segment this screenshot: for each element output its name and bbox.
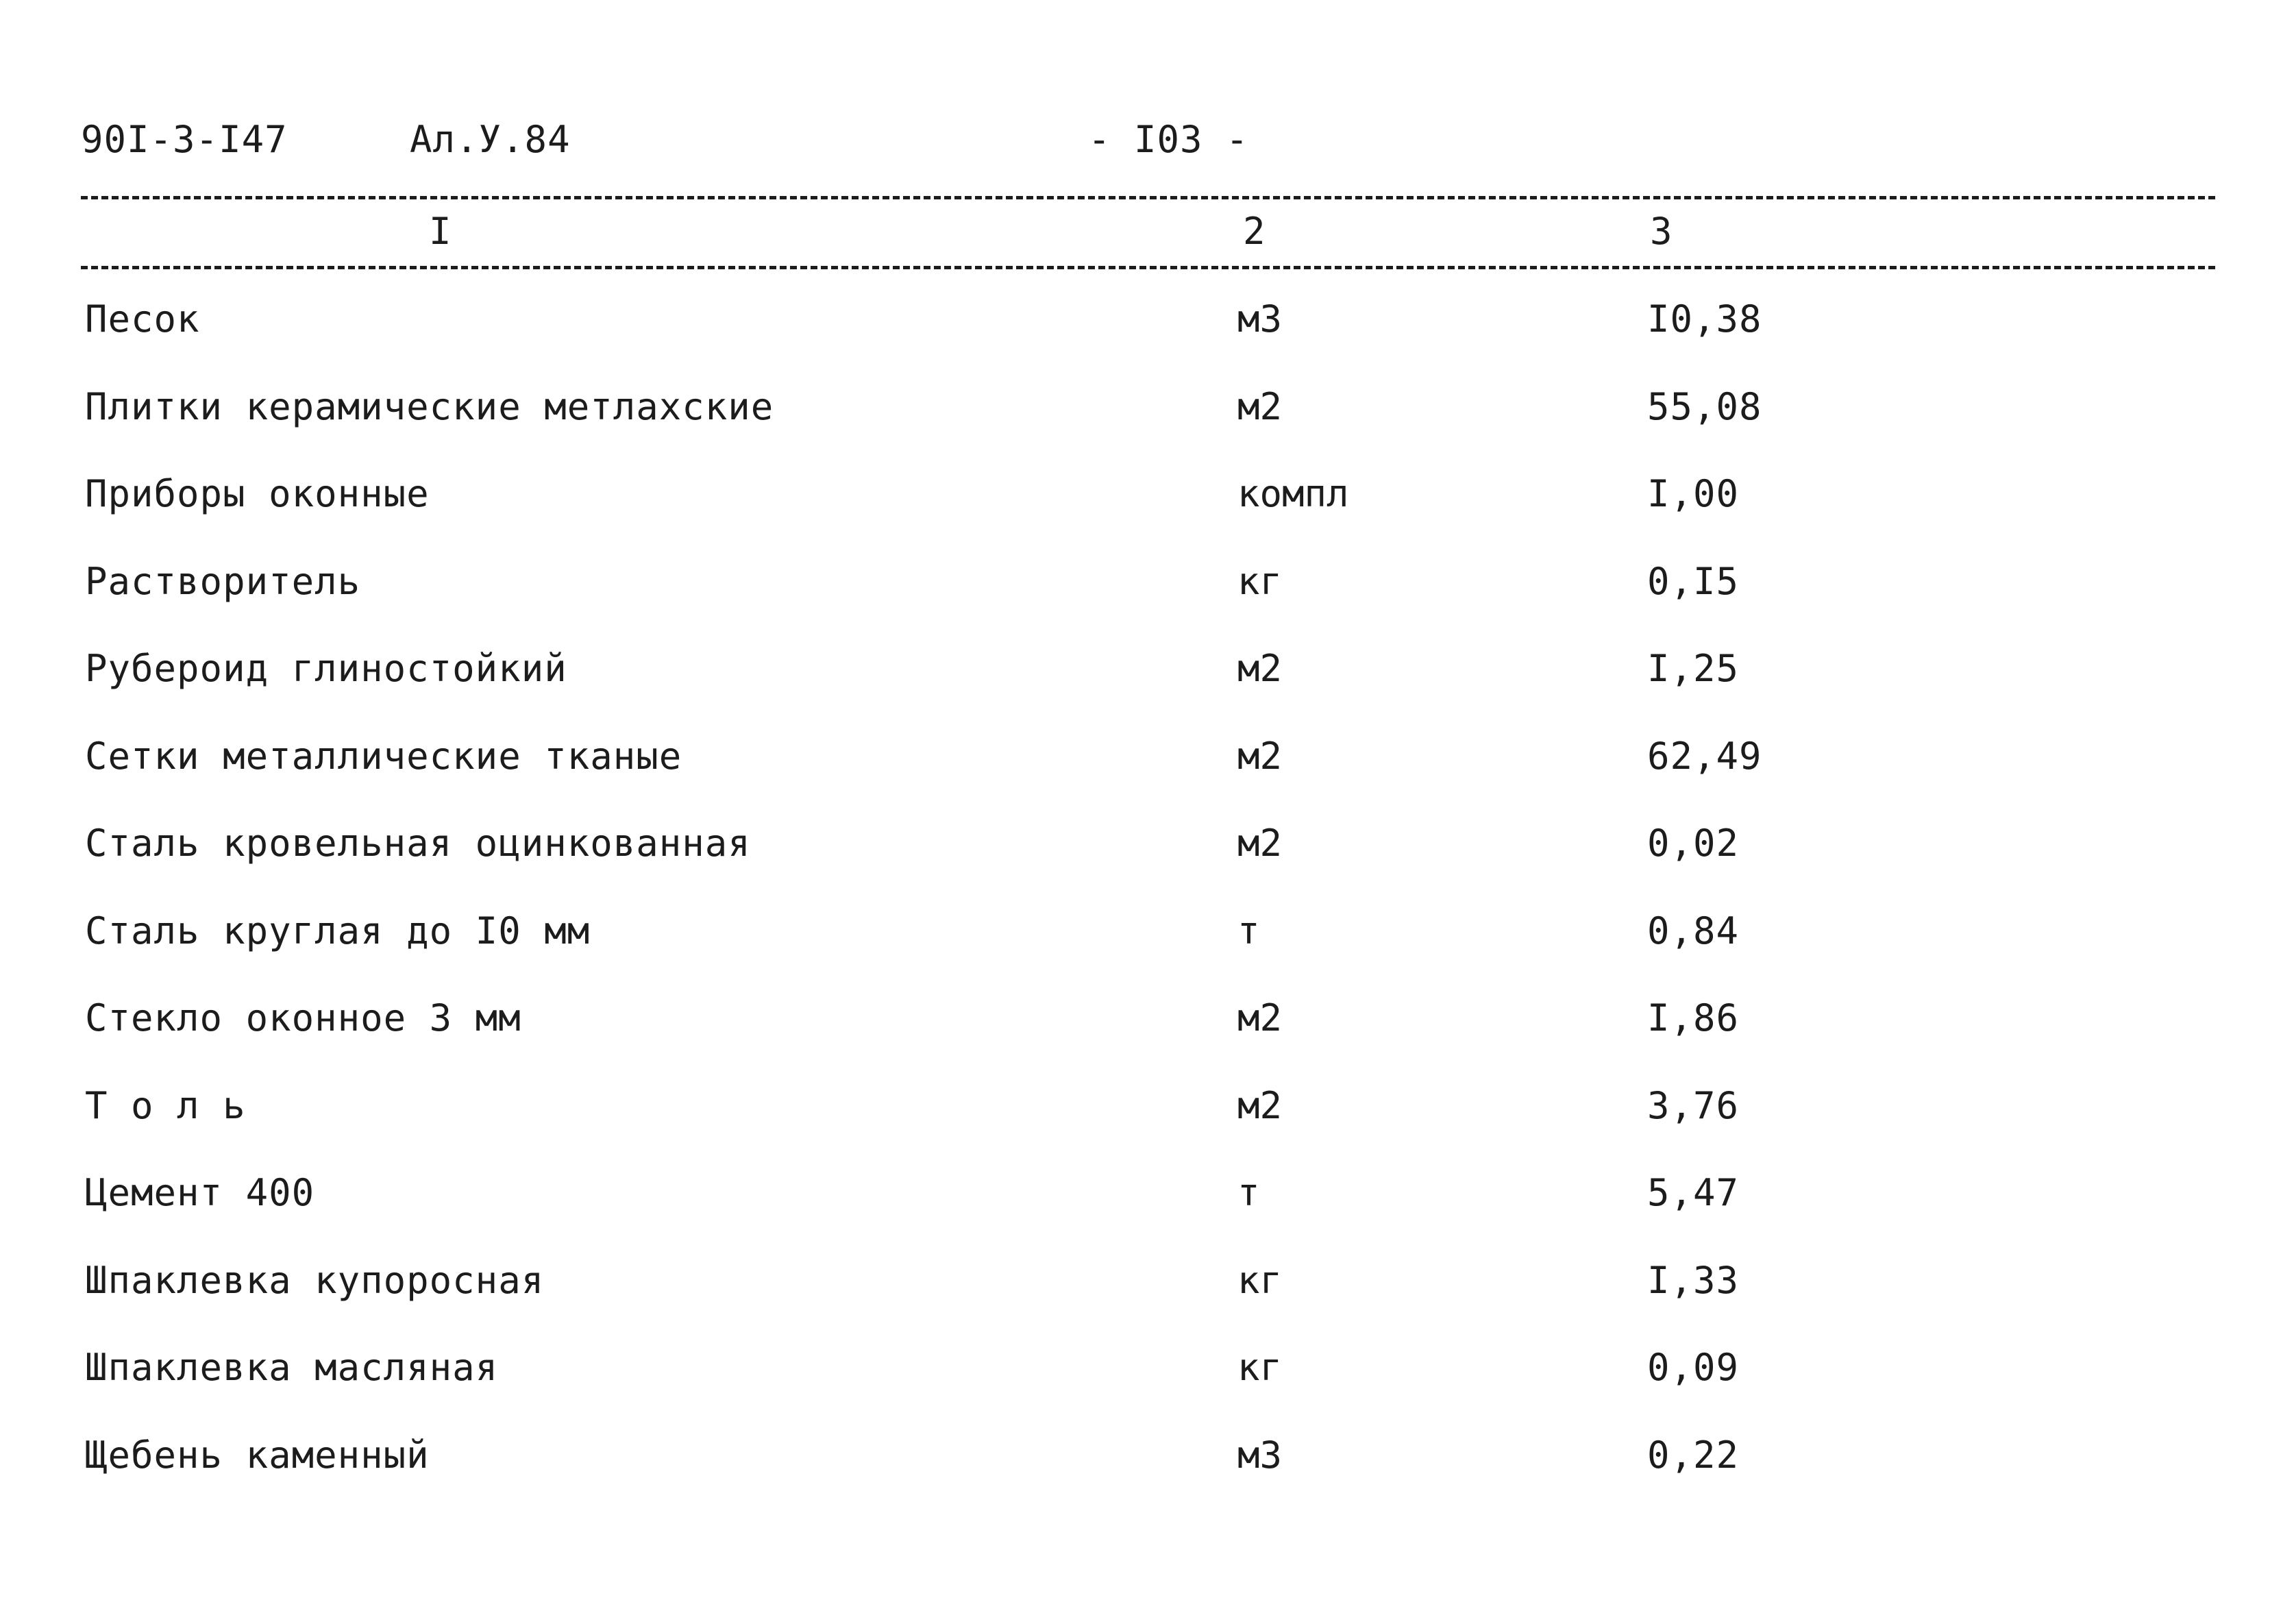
materials-table-body [0,288,2270,1511]
table-row [0,900,2270,987]
material-unit: т [1237,909,1260,952]
material-quantity: I0,38 [1647,297,1762,341]
material-unit: м3 [1237,297,1283,341]
material-unit: м2 [1237,734,1283,778]
material-name: Песок [85,297,200,341]
table-row [0,1424,2270,1512]
material-unit: кг [1237,1258,1283,1302]
table-row [0,1074,2270,1162]
material-quantity: I,00 [1647,472,1740,515]
material-name: Т о л ь [85,1083,246,1127]
material-unit: м2 [1237,647,1283,690]
table-header-rule [81,266,2215,269]
material-name: Цемент 400 [85,1171,315,1214]
material-quantity: I,33 [1647,1258,1740,1302]
material-name: Плитки керамические метлахские [85,384,774,428]
material-name: Приборы оконные [85,472,430,515]
material-name: Сетки металлические тканые [85,734,682,778]
table-row [0,463,2270,550]
table-row [0,725,2270,813]
table-row [0,288,2270,376]
material-quantity: 0,02 [1647,822,1740,865]
document-reference: Ал.У.84 [410,118,571,161]
material-unit: м2 [1237,1083,1283,1127]
document-code: 90I-3-I47 [81,118,288,161]
material-quantity: 62,49 [1647,734,1762,778]
table-top-rule [81,196,2215,199]
material-name: Сталь круглая до I0 мм [85,909,591,952]
material-quantity: 55,08 [1647,384,1762,428]
table-row [0,376,2270,463]
material-quantity: 3,76 [1647,1083,1740,1127]
material-name: Стекло оконное 3 мм [85,996,521,1039]
table-row [0,987,2270,1074]
table-row [0,637,2270,725]
material-name: Шпаклевка купоросная [85,1258,545,1302]
material-unit: компл [1237,472,1349,515]
material-name: Растворитель [85,559,361,603]
table-row [0,812,2270,900]
material-unit: м2 [1237,822,1283,865]
material-quantity: I,25 [1647,647,1740,690]
table-row [0,1336,2270,1424]
material-quantity: I,86 [1647,996,1740,1039]
material-quantity: 0,22 [1647,1433,1740,1477]
material-unit: кг [1237,559,1283,603]
material-unit: м2 [1237,384,1283,428]
material-name: Сталь кровельная оцинкованная [85,822,751,865]
material-unit: м2 [1237,996,1283,1039]
material-quantity: 0,84 [1647,909,1740,952]
material-name: Щебень каменный [85,1433,430,1477]
material-quantity: 0,09 [1647,1346,1740,1389]
material-unit: т [1237,1171,1260,1214]
column-header-1: I [429,210,452,253]
table-row [0,1249,2270,1337]
column-header-3: 3 [1650,210,1673,253]
material-unit: кг [1237,1346,1283,1389]
material-quantity: 0,I5 [1647,559,1740,603]
column-header-2: 2 [1243,210,1266,253]
material-quantity: 5,47 [1647,1171,1740,1214]
table-row [0,1161,2270,1249]
page-number: - I03 - [1088,118,1249,161]
material-name: Шпаклевка масляная [85,1346,499,1389]
table-row [0,550,2270,638]
material-unit: м3 [1237,1433,1283,1477]
material-name: Рубероид глиностойкий [85,647,567,690]
